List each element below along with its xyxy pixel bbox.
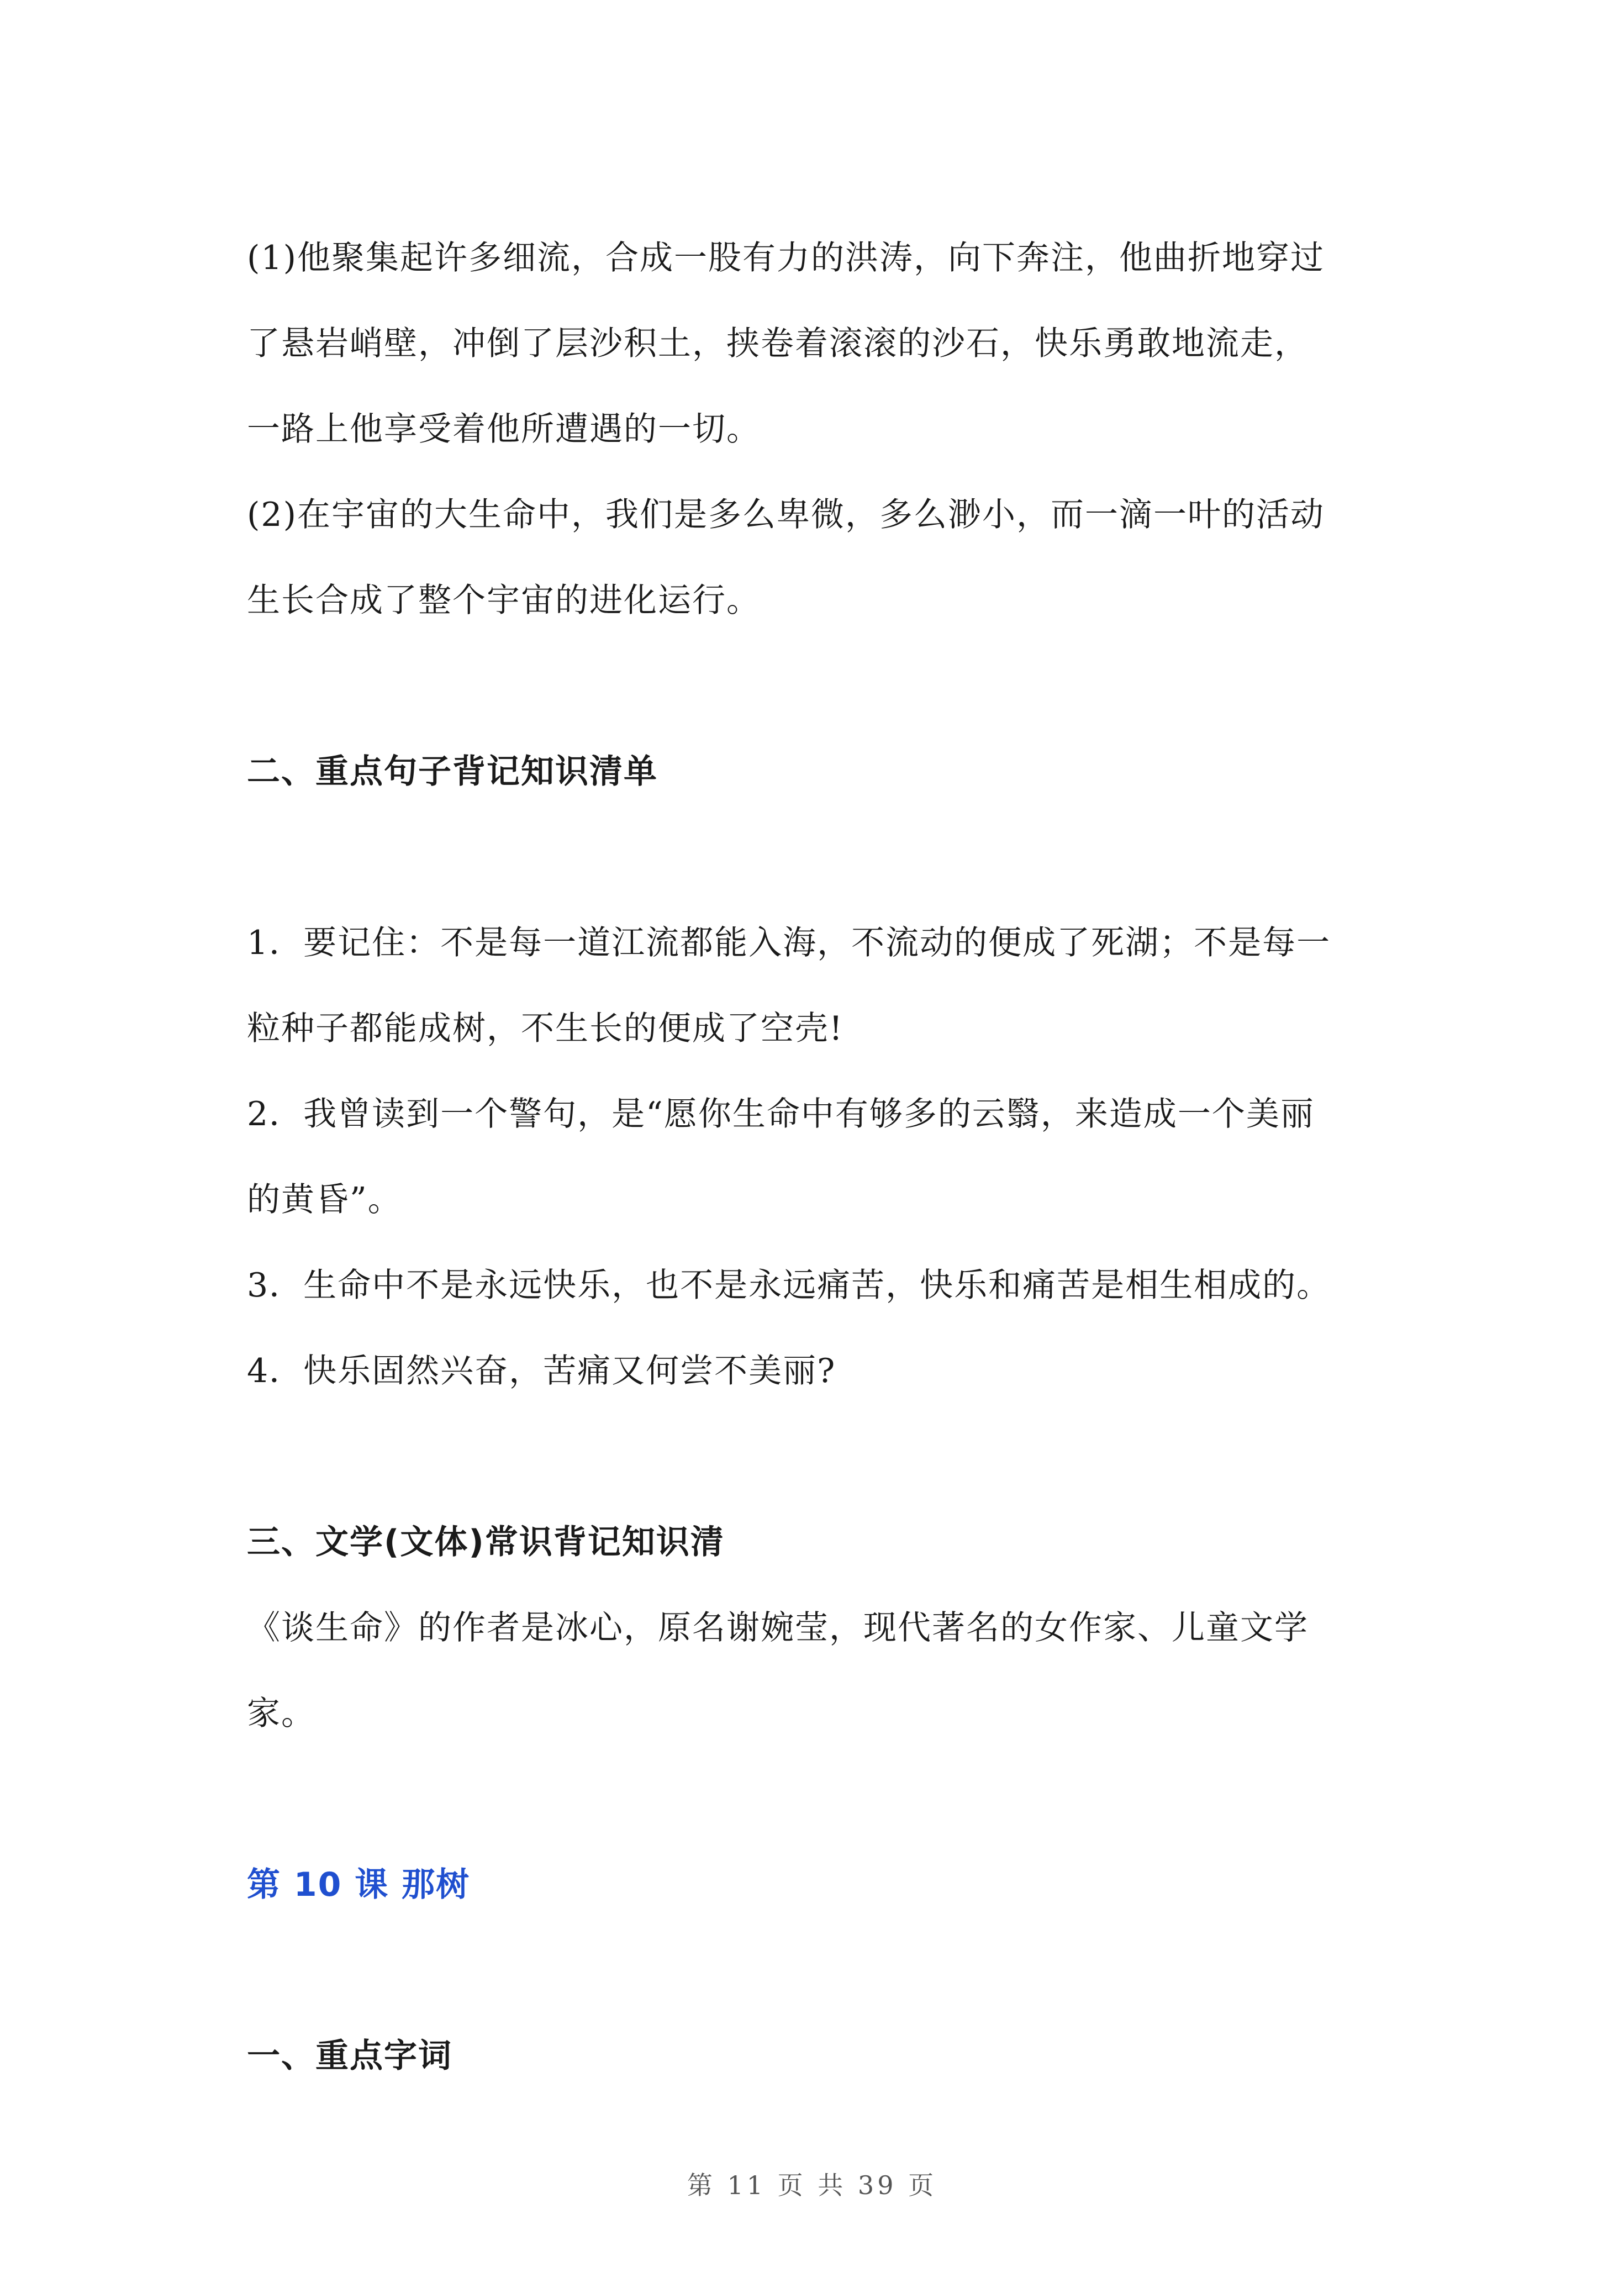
paragraph-line: 家。	[247, 1694, 315, 1733]
excerpt-line: 一路上他享受着他所遭遇的一切。	[247, 410, 761, 449]
excerpt-line: (1)他聚集起许多细流，合成一股有力的洪涛，向下奔注，他曲折地穿过	[247, 239, 1325, 277]
excerpt-line: (2)在宇宙的大生命中，我们是多么卑微，多么渺小，而一滴一叶的活动	[247, 495, 1325, 534]
excerpt-line: 了悬岩峭壁，冲倒了层沙积土，挟卷着滚滚的沙石，快乐勇敢地流走，	[247, 324, 1309, 363]
spacer	[247, 1414, 1390, 1500]
paragraph-line: 《谈生命》的作者是冰心，原名谢婉莹，现代著名的女作家、儿童文学	[247, 1609, 1309, 1647]
list-item: 的黄昏”。	[247, 1180, 402, 1219]
list-item: 3．生命中不是永远快乐，也不是永远痛苦，快乐和痛苦是相生相成的。	[247, 1266, 1331, 1305]
list-item: 1．要记住：不是每一道江流都能入海，不流动的便成了死湖；不是每一	[247, 924, 1331, 962]
excerpt-line: 生长合成了整个宇宙的进化运行。	[247, 581, 761, 620]
spacer	[247, 1757, 1390, 1842]
page-content	[247, 215, 1390, 2099]
spacer	[247, 815, 1390, 900]
list-item: 4．快乐固然兴奋，苦痛又何尝不美丽?	[247, 1352, 836, 1390]
section-heading-key-words: 一、重点字词	[247, 2037, 452, 2075]
spacer	[247, 644, 1390, 729]
literature-paragraph	[247, 1585, 1390, 1757]
spacer	[247, 1928, 1390, 2013]
section-heading-literature: 三、文学(文体)常识背记知识清	[247, 1523, 725, 1562]
list-item: 粒种子都能成树，不生长的便成了空壳!	[247, 1009, 844, 1048]
lesson-title: 第 10 课 那树	[247, 1865, 471, 1904]
section-heading-key-sentences: 二、重点句子背记知识清单	[247, 752, 658, 791]
page-number: 第 11 页 共 39 页	[687, 2170, 937, 2200]
list-item: 2．我曾读到一个警句，是“愿你生命中有够多的云翳，来造成一个美丽	[247, 1095, 1315, 1134]
excerpt-block	[247, 215, 1390, 644]
key-sentences-list	[247, 900, 1390, 1414]
